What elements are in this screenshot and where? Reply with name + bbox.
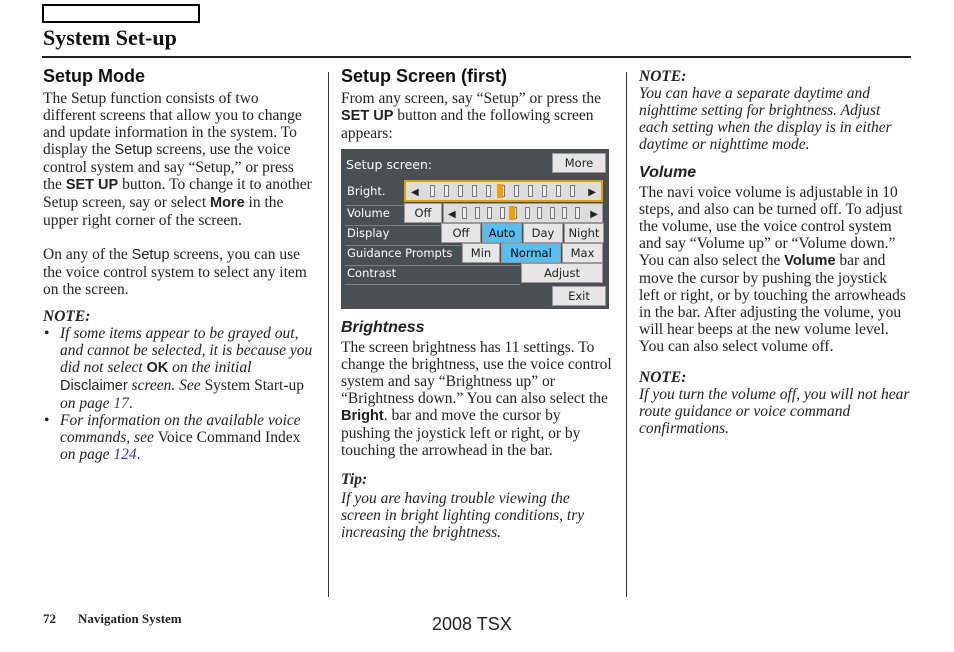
- page-number: 72: [43, 611, 56, 626]
- subheading-brightness: Brightness: [341, 319, 425, 336]
- arrow-right-icon[interactable]: ▶: [590, 209, 598, 220]
- slider-step: [528, 185, 533, 197]
- more-button[interactable]: More: [552, 153, 606, 173]
- header-tab-box: [42, 4, 200, 23]
- section-heading-setup-screen: Setup Screen (first): [341, 66, 508, 86]
- paragraph-volume: The navi voice volume is adjustable in 10 steps, and also can be turned off. To adjust the volume, use the voice control system and say “Volume up” or “Volume down.” You can also select the Volume bar and move the cursor by pushing the joystick left or right, or by touching the arrowheads in the bar. After adjusting the volume, you will hear beeps at the new volume level. You can also select volume off.: [639, 184, 906, 355]
- slider-step: [537, 207, 542, 219]
- slider-step: [475, 207, 480, 219]
- contrast-label: Contrast: [347, 266, 397, 280]
- volume-label: Volume: [347, 206, 390, 220]
- display-off-button[interactable]: Off: [441, 223, 481, 243]
- slider-step: [570, 185, 575, 197]
- slider-step: [472, 185, 477, 197]
- section-heading-setup-mode: Setup Mode: [43, 66, 145, 86]
- page-link-124[interactable]: 124: [113, 446, 137, 463]
- arrow-left-icon[interactable]: ◀: [448, 209, 456, 220]
- display-auto-button[interactable]: Auto: [482, 223, 522, 243]
- display-day-button[interactable]: Day: [523, 223, 563, 243]
- note-item: • For information on the available voice commands, see Voice Command Index on page 124.: [43, 412, 313, 463]
- setup-screen-image: [341, 149, 609, 309]
- brightness-slider[interactable]: [404, 180, 603, 202]
- note-volume-text: If you turn the volume off, you will not hear route guidance or voice command confirmations.: [639, 386, 910, 437]
- bright-label: Bright.: [347, 184, 386, 198]
- slider-step: [444, 185, 449, 197]
- slider-cursor[interactable]: [497, 184, 503, 198]
- note-item: • If some items appear to be grayed out, and cannot be selected, it is because you did not select OK on the initial Disclaimer screen. See System Start-up on page 17.: [43, 325, 313, 412]
- note-heading: NOTE:: [43, 308, 91, 325]
- arrow-left-icon[interactable]: ◀: [411, 187, 419, 198]
- slider-step: [487, 207, 492, 219]
- slider-step: [556, 185, 561, 197]
- row-divider: [345, 284, 520, 285]
- slider-step: [500, 207, 505, 219]
- slider-step: [458, 185, 463, 197]
- slider-step: [514, 185, 519, 197]
- note-heading: NOTE:: [639, 369, 687, 386]
- guidance-normal-button[interactable]: Normal: [501, 243, 561, 263]
- exit-button[interactable]: Exit: [552, 286, 606, 306]
- tip-text: If you are having trouble viewing the screen in bright lighting conditions, try increasing the brightness.: [341, 490, 585, 541]
- slider-step: [562, 207, 567, 219]
- paragraph-setup-intro: The Setup function consists of two different screens that allow you to change and update information in the system. To display the Setup screens, use the voice control system and say “Setup,” or press the SET UP button. To change it to another Setup screen, say or select More in the upper right corner of the screen.: [43, 90, 312, 229]
- column-divider: [626, 72, 627, 597]
- slider-step: [486, 185, 491, 197]
- column-notes-volume: [639, 66, 911, 437]
- note-heading: NOTE:: [639, 68, 687, 85]
- contrast-adjust-button[interactable]: Adjust: [521, 263, 603, 283]
- slider-step: [525, 207, 530, 219]
- slider-step: [462, 207, 467, 219]
- display-night-button[interactable]: Night: [564, 223, 604, 243]
- slider-step: [542, 185, 547, 197]
- setup-screen-title: Setup screen:: [346, 157, 433, 172]
- arrow-right-icon[interactable]: ▶: [588, 187, 596, 198]
- volume-slider[interactable]: [443, 203, 603, 223]
- slider-step: [430, 185, 435, 197]
- guidance-max-button[interactable]: Max: [562, 243, 603, 263]
- tip-heading: Tip:: [341, 471, 368, 488]
- note-list: [43, 325, 313, 463]
- header-rule: [42, 56, 911, 58]
- slider-step: [550, 207, 555, 219]
- guidance-min-button[interactable]: Min: [462, 243, 500, 263]
- column-divider: [328, 72, 329, 597]
- paragraph-setup-voice: On any of the Setup screens, you can use the voice control system to select any item on the screen.: [43, 246, 307, 298]
- subheading-volume: Volume: [639, 164, 697, 181]
- footer-title: Navigation System: [78, 611, 182, 626]
- volume-off-button[interactable]: Off: [404, 203, 442, 223]
- footer-model: 2008 TSX: [432, 614, 512, 634]
- display-label: Display: [347, 226, 390, 240]
- slider-cursor[interactable]: [509, 206, 515, 220]
- page-title: System Set-up: [43, 25, 177, 50]
- column-setup-mode: [43, 66, 313, 463]
- column-setup-screen: [341, 66, 613, 541]
- note-brightness-text: You can have a separate daytime and nighttime setting for brightness. Adjust each setting when the display is in either daytime or nighttime mode.: [639, 85, 892, 153]
- paragraph-setup-screen-intro: From any screen, say “Setup” or press the SET UP button and the following screen appears:: [341, 90, 601, 142]
- paragraph-brightness: The screen brightness has 11 settings. To change the brightness, use the voice control system and say “Brightness up” or “Brightness down.” You can also select the Bright. bar and move the cursor by pushing the joystick left or right, or by touching the arrowhead in the bar.: [341, 339, 612, 459]
- page-link-17[interactable]: 17: [113, 395, 129, 412]
- slider-step: [575, 207, 580, 219]
- guidance-prompts-label: Guidance Prompts: [347, 246, 453, 260]
